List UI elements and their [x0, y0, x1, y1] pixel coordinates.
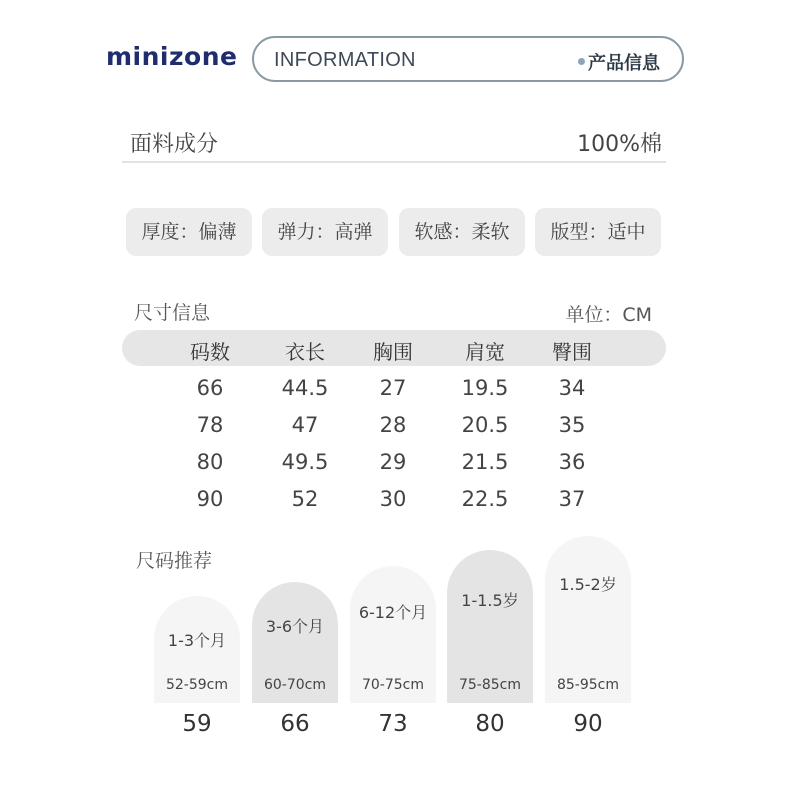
table-cell: 80 — [196, 450, 224, 474]
attribute-elasticity: 弹力：高弹 — [262, 208, 388, 256]
table-cell: 22.5 — [461, 487, 509, 511]
info-title-cn: 产品信息 — [588, 53, 660, 74]
table-cell: 29 — [379, 450, 407, 474]
height-range: 85-95cm — [556, 677, 619, 693]
recommendation-card-2 — [252, 582, 338, 703]
table-cell: 37 — [558, 487, 586, 511]
table-cell: 36 — [558, 450, 586, 474]
recommended-size: 73 — [378, 711, 408, 737]
recommended-size: 80 — [475, 711, 505, 737]
attribute-thickness: 厚度：偏薄 — [126, 208, 252, 256]
table-row — [122, 413, 666, 443]
table-cell: 78 — [196, 413, 224, 437]
table-cell: 66 — [196, 376, 224, 400]
table-row — [122, 487, 666, 517]
recommendation-card-4 — [447, 550, 533, 703]
table-cell: 21.5 — [461, 450, 509, 474]
table-cell: 20.5 — [461, 413, 509, 437]
table-cell: 19.5 — [461, 376, 509, 400]
age-range: 1-1.5岁 — [461, 591, 519, 610]
attribute-softness: 软感：柔软 — [399, 208, 525, 256]
recommendation-card-3 — [350, 566, 436, 703]
fabric-label: 面料成分 — [130, 132, 219, 157]
height-range: 60-70cm — [263, 677, 326, 693]
age-range: 1-3个月 — [167, 631, 227, 650]
table-row — [122, 450, 666, 480]
header-chest: 胸围 — [373, 340, 413, 364]
table-cell: 52 — [291, 487, 319, 511]
header-length: 衣长 — [285, 340, 325, 364]
info-title-en: INFORMATION — [274, 49, 416, 71]
recommended-size: 90 — [573, 711, 603, 737]
info-banner — [252, 36, 684, 82]
table-cell: 35 — [558, 413, 586, 437]
height-range: 75-85cm — [458, 677, 521, 693]
header-shoulder: 肩宽 — [465, 340, 505, 364]
age-range: 6-12个月 — [358, 603, 428, 622]
header-hip: 臀围 — [552, 340, 592, 364]
age-range: 1.5-2岁 — [559, 575, 617, 594]
divider — [122, 161, 666, 163]
recommendation-title: 尺码推荐 — [136, 550, 213, 572]
size-table-header — [122, 330, 666, 366]
recommendation-card-5 — [545, 536, 631, 703]
table-cell: 28 — [379, 413, 407, 437]
table-cell: 47 — [291, 413, 319, 437]
size-table-unit: 单位：CM — [565, 304, 652, 326]
recommended-size: 59 — [182, 711, 212, 737]
attribute-fit: 版型：适中 — [535, 208, 661, 256]
recommendation-card-1 — [154, 596, 240, 703]
table-row — [122, 376, 666, 406]
age-range: 3-6个月 — [265, 617, 325, 636]
height-range: 52-59cm — [165, 677, 228, 693]
size-table-title: 尺寸信息 — [134, 302, 211, 324]
brand-logo: minizone — [106, 42, 238, 71]
header-size: 码数 — [190, 340, 230, 364]
table-cell: 34 — [558, 376, 586, 400]
table-cell: 27 — [379, 376, 407, 400]
height-range: 70-75cm — [361, 677, 424, 693]
table-cell: 49.5 — [281, 450, 329, 474]
table-cell: 30 — [379, 487, 407, 511]
table-cell: 44.5 — [281, 376, 329, 400]
recommended-size: 66 — [280, 711, 310, 737]
fabric-value: 100%棉 — [577, 132, 662, 157]
dot-icon — [578, 58, 585, 65]
table-cell: 90 — [196, 487, 224, 511]
